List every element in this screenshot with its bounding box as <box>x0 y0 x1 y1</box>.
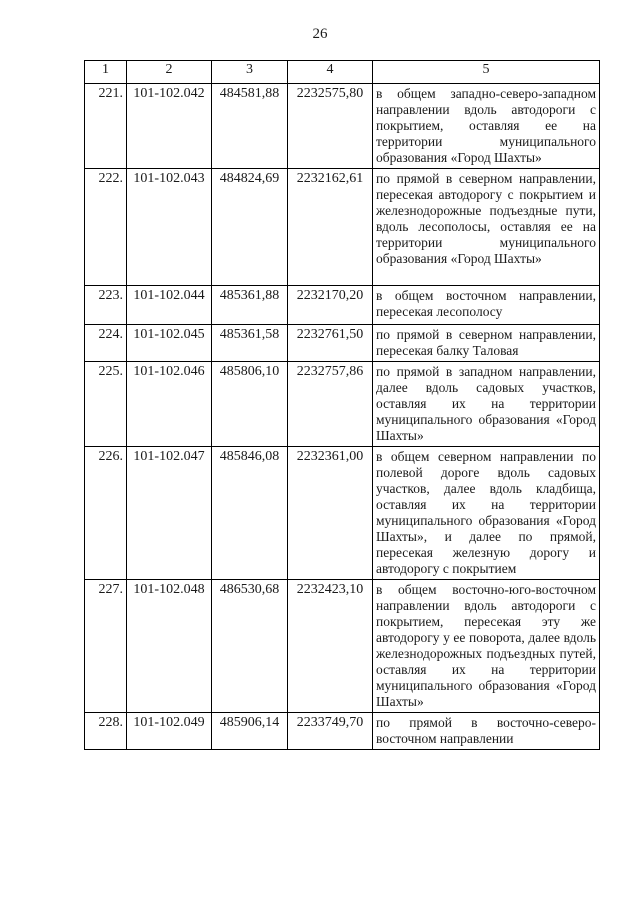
point-code: 101-102.043 <box>127 169 212 286</box>
point-code: 101-102.049 <box>127 713 212 750</box>
coordinate-x: 485806,10 <box>212 362 288 447</box>
coordinate-y: 2232575,80 <box>288 84 373 169</box>
row-number: 228. <box>85 713 127 750</box>
boundary-description: по прямой в восточно-северо-восточном направлении <box>373 713 600 750</box>
table-row <box>85 713 600 750</box>
table-row <box>85 580 600 713</box>
boundary-description: в общем северном направлении по полевой дороге вдоль садовых участков, далее вдоль кладбища, оставляя их на территории муниципального образования «Город Шахты», и далее по прямой, пересекая железную дорогу и автодорогу с покрытием <box>373 447 600 580</box>
page-number: 26 <box>312 26 328 42</box>
row-number: 227. <box>85 580 127 713</box>
point-code: 101-102.044 <box>127 286 212 325</box>
row-number: 223. <box>85 286 127 325</box>
coordinate-x: 486530,68 <box>212 580 288 713</box>
point-code: 101-102.048 <box>127 580 212 713</box>
row-number: 226. <box>85 447 127 580</box>
coordinates-table <box>84 60 600 750</box>
column-header-5: 5 <box>373 61 600 84</box>
boundary-description: в общем западно-северо-западном направлении вдоль автодороги с покрытием, оставляя ее на территории муниципального образования «Город Шахты» <box>373 84 600 169</box>
coordinate-x: 484581,88 <box>212 84 288 169</box>
point-code: 101-102.045 <box>127 325 212 362</box>
coordinate-y: 2232423,10 <box>288 580 373 713</box>
boundary-description: в общем восточно-юго-восточном направлении вдоль автодороги с покрытием, пересекая эту же автодорогу у ее поворота, далее вдоль железнодорожных подъездных путей, оставляя их на территории муниципального образования «Город Шахты» <box>373 580 600 713</box>
coordinate-y: 2233749,70 <box>288 713 373 750</box>
boundary-description: в общем восточном направлении, пересекая лесополосу <box>373 286 600 325</box>
boundary-description: по прямой в северном направлении, пересекая балку Таловая <box>373 325 600 362</box>
coordinate-x: 485846,08 <box>212 447 288 580</box>
row-number: 225. <box>85 362 127 447</box>
point-code: 101-102.047 <box>127 447 212 580</box>
coordinate-x: 485361,88 <box>212 286 288 325</box>
point-code: 101-102.046 <box>127 362 212 447</box>
row-number: 224. <box>85 325 127 362</box>
table-row <box>85 362 600 447</box>
coordinate-x: 484824,69 <box>212 169 288 286</box>
table-row <box>85 447 600 580</box>
row-number: 221. <box>85 84 127 169</box>
column-header-3: 3 <box>212 61 288 84</box>
table-row <box>85 84 600 169</box>
boundary-description: по прямой в северном направлении, пересекая автодорогу с покрытием и железнодорожные подъездные пути, вдоль лесополосы, оставляя ее на территории муниципального образования «Город Шахты» <box>373 169 600 286</box>
column-header-2: 2 <box>127 61 212 84</box>
table-row <box>85 325 600 362</box>
coordinate-y: 2232761,50 <box>288 325 373 362</box>
row-number: 222. <box>85 169 127 286</box>
coordinate-x: 485906,14 <box>212 713 288 750</box>
column-header-1: 1 <box>85 61 127 84</box>
coordinate-x: 485361,58 <box>212 325 288 362</box>
point-code: 101-102.042 <box>127 84 212 169</box>
column-header-4: 4 <box>288 61 373 84</box>
coordinate-y: 2232757,86 <box>288 362 373 447</box>
table-row <box>85 169 600 286</box>
coordinate-y: 2232361,00 <box>288 447 373 580</box>
table-header-row <box>85 61 600 84</box>
coordinate-y: 2232162,61 <box>288 169 373 286</box>
boundary-description: по прямой в западном направлении, далее вдоль садовых участков, оставляя их на территории муниципального образования «Город Шахты» <box>373 362 600 447</box>
coordinate-y: 2232170,20 <box>288 286 373 325</box>
table-row <box>85 286 600 325</box>
